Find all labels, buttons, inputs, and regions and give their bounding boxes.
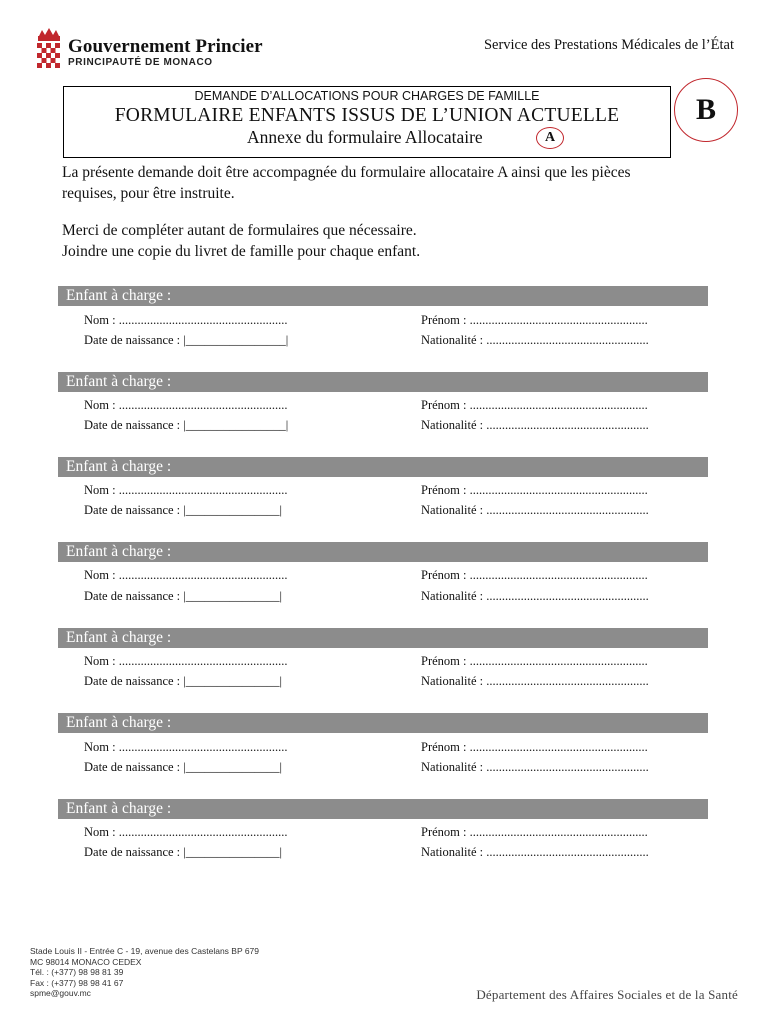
nationality-field[interactable]: Nationalité : .................................................... bbox=[421, 760, 649, 774]
child-block-1 bbox=[58, 286, 708, 346]
crown-crest-icon bbox=[34, 27, 64, 73]
child-block-6 bbox=[58, 713, 708, 773]
form-letter-badge: B bbox=[674, 78, 738, 142]
child-heading: Enfant à charge : bbox=[58, 372, 708, 392]
prenom-field[interactable]: Prénom : ......................................................... bbox=[421, 568, 648, 582]
instruction-line: Joindre une copie du livret de famille pour chaque enfant. bbox=[62, 243, 421, 260]
intro-line: La présente demande doit être accompagnée du formulaire allocataire A ainsi que les pièces bbox=[62, 164, 631, 181]
prenom-field[interactable]: Prénom : ......................................................... bbox=[421, 740, 648, 754]
birthdate-field[interactable]: Date de naissance : |________________| bbox=[84, 418, 289, 432]
principality-subtitle: PRINCIPAUTÉ DE MONACO bbox=[68, 57, 213, 68]
child-block-4 bbox=[58, 542, 708, 602]
birthdate-field[interactable]: Date de naissance : |_______________| bbox=[84, 503, 283, 517]
child-heading: Enfant à charge : bbox=[58, 457, 708, 477]
intro-line: requises, pour être instruite. bbox=[62, 185, 235, 202]
email-line: spme@gouv.mc bbox=[30, 988, 91, 998]
instructions bbox=[62, 220, 742, 262]
nom-field[interactable]: Nom : ...................................................... bbox=[84, 825, 288, 839]
service-name: Service des Prestations Médicales de l’État bbox=[483, 37, 734, 53]
instruction-line: Merci de compléter autant de formulaires que nécessaire. bbox=[62, 222, 417, 239]
nationality-field[interactable]: Nationalité : .................................................... bbox=[421, 503, 649, 517]
nom-field[interactable]: Nom : ...................................................... bbox=[84, 398, 288, 412]
child-heading: Enfant à charge : bbox=[58, 799, 708, 819]
annex-letter-badge: A bbox=[536, 127, 564, 149]
child-heading: Enfant à charge : bbox=[58, 542, 708, 562]
prenom-field[interactable]: Prénom : ......................................................... bbox=[421, 398, 648, 412]
intro-text bbox=[62, 162, 742, 204]
address-line: MC 98014 MONACO CEDEX bbox=[30, 956, 142, 967]
nationality-field[interactable]: Nationalité : .................................................... bbox=[421, 674, 649, 688]
government-title: Gouvernement Princier bbox=[68, 36, 263, 57]
address-line: Stade Louis II - Entrée C - 19, avenue des Castelans BP 679 bbox=[30, 946, 260, 956]
birthdate-field[interactable]: Date de naissance : |________________| bbox=[84, 333, 289, 347]
annex-label: Annexe du formulaire Allocataire bbox=[247, 127, 483, 147]
birthdate-field[interactable]: Date de naissance : |_______________| bbox=[84, 674, 283, 688]
nationality-field[interactable]: Nationalité : .................................................... bbox=[421, 589, 649, 603]
nom-field[interactable]: Nom : ...................................................... bbox=[84, 483, 288, 497]
nom-field[interactable]: Nom : ...................................................... bbox=[84, 568, 288, 582]
department-name: Département des Affaires Sociales et de la Santé bbox=[476, 987, 738, 1002]
prenom-field[interactable]: Prénom : ......................................................... bbox=[421, 313, 648, 327]
prenom-field[interactable]: Prénom : ......................................................... bbox=[421, 825, 648, 839]
nationality-field[interactable]: Nationalité : .................................................... bbox=[421, 418, 649, 432]
title-box bbox=[63, 86, 671, 158]
child-block-7 bbox=[58, 799, 708, 859]
prenom-field[interactable]: Prénom : ......................................................... bbox=[421, 483, 648, 497]
birthdate-field[interactable]: Date de naissance : |_______________| bbox=[84, 760, 283, 774]
nom-field[interactable]: Nom : ...................................................... bbox=[84, 313, 288, 327]
nationality-field[interactable]: Nationalité : .................................................... bbox=[421, 845, 649, 859]
child-heading: Enfant à charge : bbox=[58, 286, 708, 306]
nationality-field[interactable]: Nationalité : .................................................... bbox=[421, 333, 649, 347]
nom-field[interactable]: Nom : ...................................................... bbox=[84, 740, 288, 754]
phone-line: Tél. : (+377) 98 98 81 39 bbox=[30, 967, 124, 977]
form-title: FORMULAIRE ENFANTS ISSUS DE L’UNION ACTUELLE bbox=[114, 105, 620, 126]
child-heading: Enfant à charge : bbox=[58, 628, 708, 648]
nom-field[interactable]: Nom : ...................................................... bbox=[84, 654, 288, 668]
birthdate-field[interactable]: Date de naissance : |_______________| bbox=[84, 589, 283, 603]
form-subtitle: DEMANDE D’ALLOCATIONS POUR CHARGES DE FAMILLE bbox=[194, 89, 540, 103]
child-block-5 bbox=[58, 628, 708, 688]
child-heading: Enfant à charge : bbox=[58, 713, 708, 733]
fax-line: Fax : (+377) 98 98 41 67 bbox=[30, 977, 124, 988]
child-block-2 bbox=[58, 372, 708, 432]
child-block-3 bbox=[58, 457, 708, 517]
birthdate-field[interactable]: Date de naissance : |_______________| bbox=[84, 845, 283, 859]
postal-address bbox=[30, 946, 259, 999]
prenom-field[interactable]: Prénom : ......................................................... bbox=[421, 654, 648, 668]
